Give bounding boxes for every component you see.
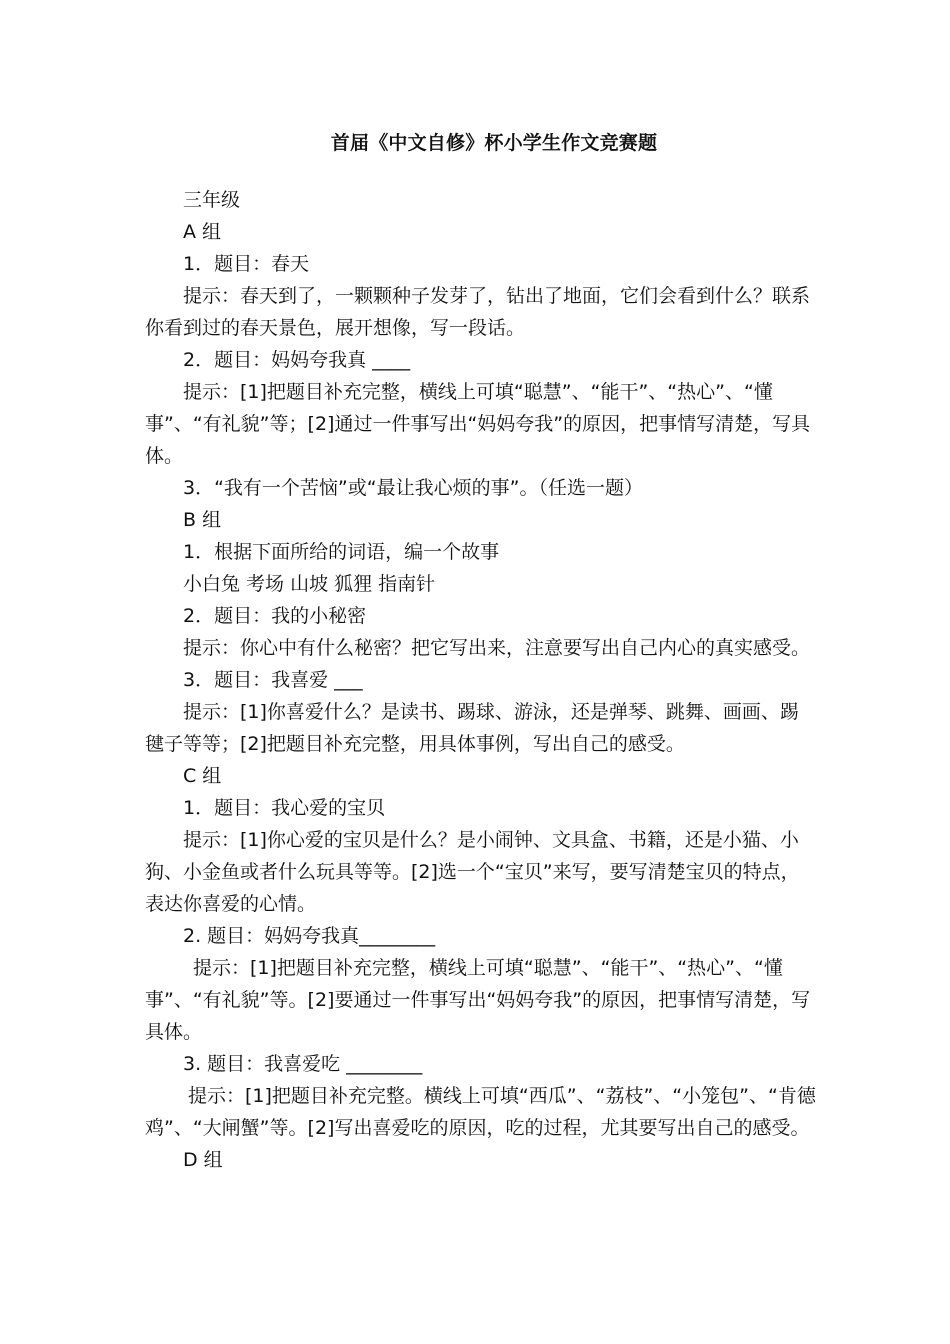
group-b-topic-3: 3．题目：我喜爱 ___ [183,669,363,691]
document-body [145,184,817,1176]
group-a-topic-1: 1．题目：春天 [183,253,310,275]
group-c-heading: C 组 [183,765,222,787]
group-a-heading: A 组 [183,221,222,243]
group-c-topic-1: 1．题目：我心爱的宝贝 [183,797,386,819]
group-b-hint-2: 提示：你心中有什么秘密？把它写出来，注意要写出自己内心的真实感受。 [183,637,811,659]
group-a-topic-2: 2．题目：妈妈夸我真 ____ [183,349,411,371]
grade-heading: 三年级 [183,189,241,211]
group-c-hint-2: 提示：[1]把题目补充完整，横线上可填“聪慧”、“能干”、“热心”、“懂事”、“有礼貌”等。[2]要通过一件事写出“妈妈夸我”的原因，把事情写清楚，写具体。 [145,957,811,1043]
group-c-hint-3: 提示：[1]把题目补充完整。横线上可填“西瓜”、“荔枝”、“小笼包”、“肯德鸡”、“大闸蟹”等。[2]写出喜爱吃的原因，吃的过程，尤其要写出自己的感受。 [145,1085,816,1139]
group-a-topic-3: 3．“我有一个苦恼”或“最让我心烦的事”。（任选一题） [183,477,643,499]
group-b-word-list: 小白兔 考场 山坡 狐狸 指南针 [183,573,436,595]
group-b-topic-2: 2．题目：我的小秘密 [183,605,367,627]
group-d-heading: D 组 [183,1149,223,1171]
group-b-topic-1: 1．根据下面所给的词语，编一个故事 [183,541,500,563]
group-b-hint-3: 提示：[1]你喜爱什么？是读书、踢球、游泳，还是弹琴、跳舞、画画、踢毽子等等；[2]把题目补充完整，用具体事例，写出自己的感受。 [145,701,799,755]
group-b-heading: B 组 [183,509,222,531]
group-c-topic-2: 2. 题目：妈妈夸我真________ [183,925,436,947]
group-a-hint-2: 提示：[1]把题目补充完整，横线上可填“聪慧”、“能干”、“热心”、“懂事”、“有礼貌”等；[2]通过一件事写出“妈妈夸我”的原因，把事情写清楚，写具体。 [145,381,811,467]
group-c-hint-1: 提示：[1]你心爱的宝贝是什么？是小闹钟、文具盒、书籍，还是小猫、小狗、小金鱼或者什么玩具等等。[2]选一个“宝贝”来写，要写清楚宝贝的特点，表达你喜爱的心情。 [145,829,800,915]
group-c-topic-3: 3. 题目：我喜爱吃 ________ [183,1053,423,1075]
group-a-hint-1: 提示：春天到了，一颗颗种子发芽了，钻出了地面，它们会看到什么？联系你看到过的春天景色，展开想像，写一段话。 [145,285,811,339]
document-title: 首届《中文自修》杯小学生作文竞赛题 [330,132,658,154]
